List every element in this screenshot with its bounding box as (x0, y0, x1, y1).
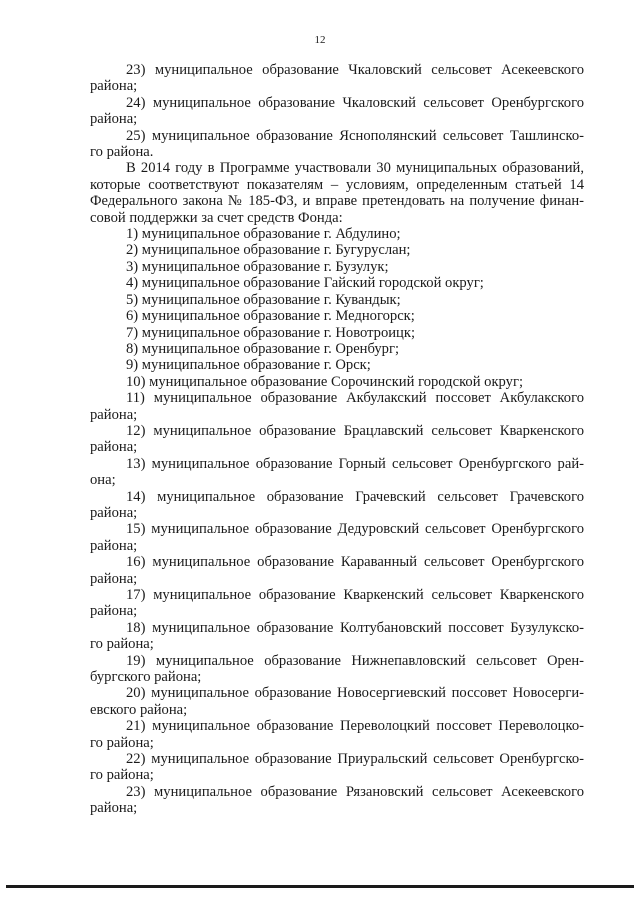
list-item-line: го района. (90, 144, 154, 161)
list-item-line: 24) муниципальное образование Чкаловский сельсовет Оренбургского (126, 94, 584, 111)
list-item: 10) муниципальное образование Сорочинский городской округ; (126, 373, 524, 390)
list-item-line: 15) муниципальное образование Дедуровский сельсовет Оренбургского (126, 521, 584, 538)
list-item-line: го района; (90, 767, 154, 784)
list-item-line: 22) муниципальное образование Приуральский сельсовет Оренбургско- (126, 751, 584, 768)
footer-rule (6, 885, 634, 888)
list-item-line: 13) муниципальное образование Горный сельсовет Оренбургского рай- (126, 455, 584, 472)
list-item-line: го района; (90, 636, 154, 653)
list-item-line: 19) муниципальное образование Нижнепавловский сельсовет Орен- (126, 652, 584, 669)
list-item: 4) муниципальное образование Гайский городской округ; (126, 275, 484, 292)
list-item: 3) муниципальное образование г. Бузулук; (126, 258, 389, 275)
intro-line: Федерального закона № 185-ФЗ, и вправе претендовать на получение финан- (90, 193, 584, 210)
intro-line: которые соответствуют показателям – условиям, определенным статьей 14 (90, 176, 584, 193)
list-item-line: 23) муниципальное образование Рязановский сельсовет Асекеевского (126, 783, 584, 800)
list-item-line: 25) муниципальное образование Яснополянский сельсовет Ташлинско- (126, 127, 584, 144)
list-item-line: 23) муниципальное образование Чкаловский сельсовет Асекеевского (126, 62, 584, 78)
intro-line: В 2014 году в Программе участвовали 30 муниципальных образований, (126, 160, 584, 177)
list-item-line: 21) муниципальное образование Переволоцкий поссовет Переволоцко- (126, 718, 584, 735)
list-item: 7) муниципальное образование г. Новотроицк; (126, 324, 416, 341)
list-item-line: го района; (90, 734, 154, 751)
list-item-line: района; (90, 111, 138, 128)
list-item-line: района; (90, 537, 138, 554)
intro-paragraph (90, 160, 584, 226)
list-item: 9) муниципальное образование г. Орск; (126, 357, 371, 374)
list-item-line: района; (90, 504, 138, 521)
list-item-line: района; (90, 603, 138, 620)
intro-line: совой поддержки за счет средств Фонда: (90, 209, 343, 226)
list-item-line: района; (90, 439, 138, 456)
list-item-line: она; (90, 472, 116, 489)
list-item-line: 18) муниципальное образование Колтубановский поссовет Бузулукско- (126, 619, 584, 636)
list-item-line: 16) муниципальное образование Караванный сельсовет Оренбургского (126, 554, 584, 571)
list-item: 5) муниципальное образование г. Кувандык; (126, 291, 401, 308)
list-item-line: района; (90, 78, 138, 95)
list-item-line: 12) муниципальное образование Брацлавский сельсовет Кваркенского (126, 422, 584, 439)
list-item-line: 20) муниципальное образование Новосергиевский поссовет Новосерги- (126, 685, 584, 702)
simple-list (90, 226, 584, 390)
list-item-line: 17) муниципальное образование Кваркенский сельсовет Кваркенского (126, 587, 584, 603)
continued-list (90, 62, 584, 160)
list-item-line: бургского района; (90, 669, 202, 686)
list-item-line: района; (90, 570, 138, 587)
list-item-line: района; (90, 406, 138, 423)
list-item-line: района; (90, 800, 138, 817)
wrapped-list (90, 390, 584, 817)
list-item: 6) муниципальное образование г. Медногорск; (126, 308, 415, 325)
list-item: 8) муниципальное образование г. Оренбург; (126, 340, 399, 357)
list-item-line: евского района; (90, 701, 188, 718)
list-item-line: 14) муниципальное образование Грачевский сельсовет Грачевского (126, 488, 584, 505)
list-item-line: 11) муниципальное образование Акбулакский поссовет Акбулакского (126, 390, 584, 407)
list-item: 1) муниципальное образование г. Абдулино; (126, 226, 401, 243)
list-item: 2) муниципальное образование г. Бугуруслан; (126, 242, 411, 259)
page-number: 12 (314, 34, 326, 46)
document-body (90, 62, 584, 817)
